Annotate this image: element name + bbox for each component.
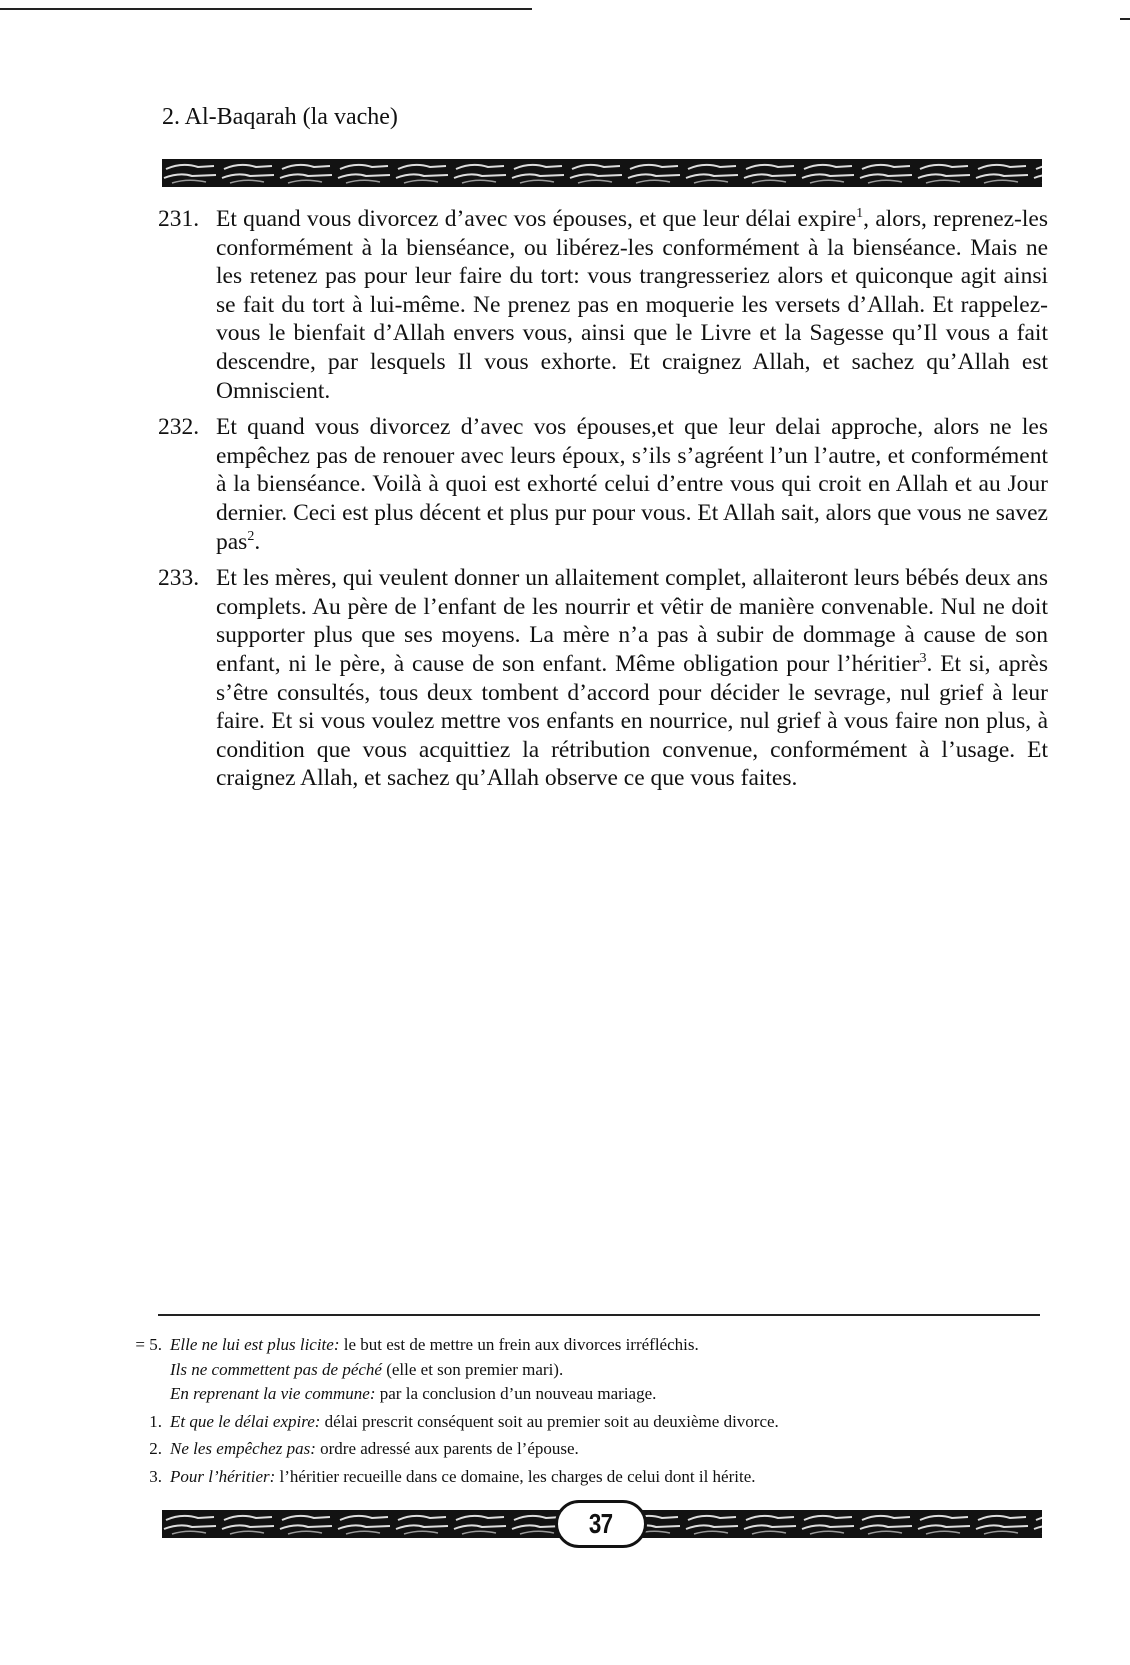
ornamental-band-top bbox=[162, 159, 1042, 187]
verse-text bbox=[216, 564, 1048, 793]
verse-text bbox=[216, 205, 1048, 405]
footnotes bbox=[130, 1333, 1050, 1492]
footnote-text: par la conclusion d’un nouveau mariage. bbox=[379, 1384, 657, 1403]
footnote-term: Ne les empêchez pas: bbox=[170, 1439, 316, 1458]
verse-text-part: Et les mères, qui veulent donner un allaitement complet, allaiteront leurs bébés deux ans complets. Au père de l’enfant de les nourrir et vêtir de manière convenable. Nul ne doit supporter plus que ses moyens. La mère n’a pas à subir de dommage à cause de son enfant, ni le père, à cause de son enfant. Même obligation pour l’héritier bbox=[216, 565, 1048, 677]
verse-text-part: . Et si, après s’être consultés, tous deux tombent d’accord pour décider le sevrage, nul grief à leur faire. Et si vous voulez mettre vos enfants en nourrice, nul grief à vous faire non plus, à condition que vous acquittiez la rétribution convenue, conformément à l’usage. Et craignez Allah, et sachez qu’Allah observe ce que vous faites. bbox=[216, 650, 1048, 792]
page-number-badge bbox=[555, 1500, 647, 1548]
footnote-text: le but est de mettre un frein aux divorces irréfléchis. bbox=[343, 1335, 699, 1354]
verse-text-part: Et quand vous divorcez d’avec vos épouses, et que leur délai expire bbox=[216, 206, 857, 232]
footnote-line bbox=[170, 1333, 1050, 1358]
footnote-5 bbox=[130, 1333, 1050, 1407]
footnote-mark: 3. bbox=[149, 1466, 162, 1486]
footnote-mark: = 5. bbox=[135, 1335, 162, 1354]
footnote-text: (elle et son premier mari). bbox=[386, 1359, 564, 1379]
page-header: 2. Al-Baqarah (la vache) bbox=[162, 104, 398, 130]
footnote-term: En reprenant la vie commune: bbox=[170, 1384, 376, 1403]
ornament-pattern bbox=[162, 159, 1042, 187]
footnote-body bbox=[170, 1437, 1050, 1462]
footnote-body bbox=[170, 1465, 1050, 1490]
footnote-body bbox=[170, 1333, 1050, 1407]
verse-233 bbox=[158, 564, 1048, 793]
footnote-ref: 2 bbox=[247, 528, 255, 544]
footnote-3 bbox=[130, 1465, 1050, 1490]
footnote-body bbox=[170, 1410, 1050, 1435]
footnote-text: délai prescrit conséquent soit au premier soit au deuxième divorce. bbox=[324, 1411, 779, 1431]
footnote-ref: 1 bbox=[856, 206, 864, 221]
footnote-mark: 2. bbox=[149, 1439, 162, 1458]
footnote-term: Elle ne lui est plus licite: bbox=[170, 1335, 340, 1354]
footnote-1 bbox=[130, 1410, 1050, 1435]
footnote-term: Et que le délai expire: bbox=[170, 1411, 321, 1431]
footnote-2 bbox=[130, 1437, 1050, 1462]
verse-232 bbox=[158, 413, 1048, 556]
verse-text-part: Et quand vous divorcez d’avec vos épouses,et que leur delai approche, alors ne les empêchez pas de renouer avec leurs époux, s’ils s’agréent l’un l’autre, et conformément à la bienséance. Voilà à quoi est exhorté celui d’entre vous qui croit en Allah et au Jour dernier. Ceci est plus décent et plus pur pour vous. Et Allah sait, alors que vous ne savez pas bbox=[216, 414, 1048, 555]
footnote-divider bbox=[158, 1314, 1040, 1316]
footnote-term: Pour l’héritier: bbox=[170, 1466, 276, 1486]
footnote-text: l’héritier recueille dans ce domaine, les charges de celui dont il hérite. bbox=[279, 1466, 756, 1486]
footnote-text: ordre adressé aux parents de l’épouse. bbox=[320, 1439, 579, 1458]
verse-text-part: , alors, reprenez-les conformément à la bienséance, ou libérez-les conformément à la bienséance. Mais ne les retenez pas pour leur faire du tort: vous trangresseriez alors et quiconque agit ainsi se fait du tort à lui-même. Ne prenez pas en moquerie les versets d’Allah. Et rappelez-vous le bienfait d’Allah envers vous, ainsi que le Livre et la Sagesse qu’Il vous a fait descendre, par lesquels Il vous exhorte. Et craignez Allah, et sachez qu’Allah est Omniscient. bbox=[216, 206, 1048, 404]
footnote-ref: 3 bbox=[919, 650, 927, 666]
verses bbox=[158, 205, 1048, 801]
corner-mark bbox=[1120, 18, 1130, 20]
footnote-line bbox=[170, 1358, 1050, 1383]
footnote-mark: 1. bbox=[149, 1411, 162, 1431]
verse-number: 231. bbox=[158, 206, 200, 232]
verse-text bbox=[216, 413, 1048, 556]
verse-text-part: . bbox=[254, 528, 261, 555]
footnote-term: Ils ne commettent pas de péché bbox=[170, 1359, 382, 1379]
verse-number: 233. bbox=[158, 565, 200, 592]
footnote-line bbox=[170, 1382, 1050, 1407]
verse-231 bbox=[158, 205, 1048, 405]
page-number: 37 bbox=[589, 1508, 613, 1539]
top-rule bbox=[0, 8, 532, 10]
verse-number: 232. bbox=[158, 414, 200, 441]
